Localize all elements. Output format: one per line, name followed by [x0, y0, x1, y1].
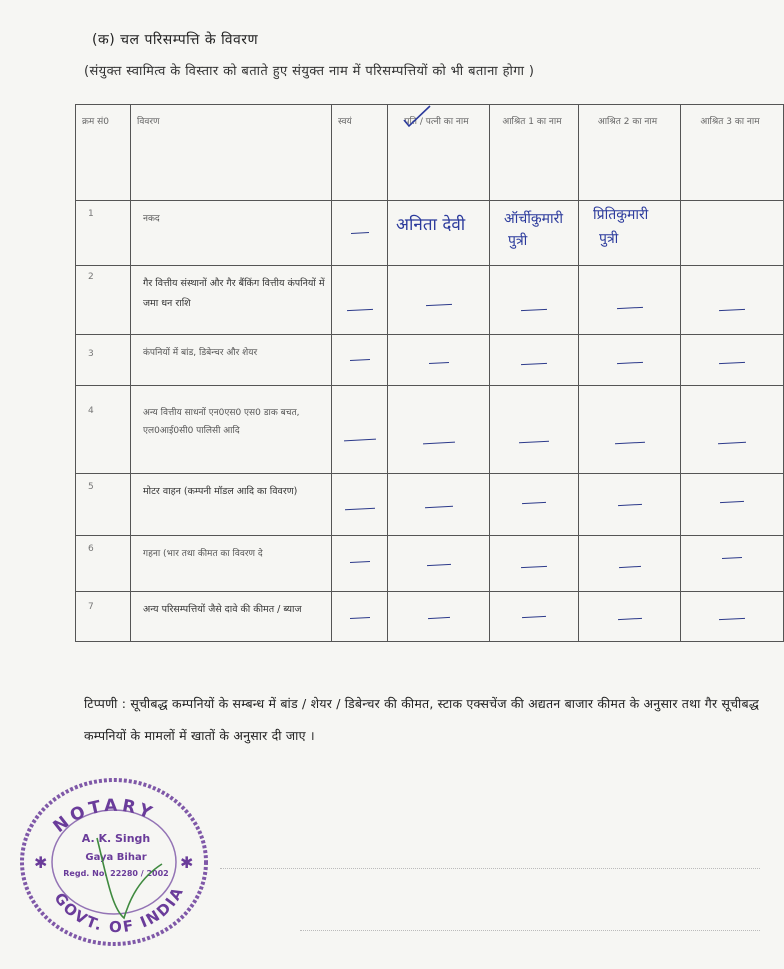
row-description: नकद [143, 214, 160, 224]
empty-dash [521, 308, 547, 310]
empty-dash [346, 308, 372, 310]
seal-top-text: NOTARY [49, 795, 159, 838]
empty-dash [617, 503, 641, 505]
dotted-line [220, 868, 760, 869]
empty-dash [349, 359, 369, 361]
notary-seal [12, 768, 217, 950]
empty-dash [425, 304, 451, 306]
empty-dash [720, 501, 744, 503]
dotted-line [300, 930, 760, 931]
empty-dash [426, 563, 450, 565]
empty-dash [522, 502, 546, 504]
empty-dash [344, 508, 374, 511]
table-row [76, 386, 784, 474]
empty-dash [719, 308, 745, 310]
star-icon: ✱ [34, 853, 48, 872]
empty-dash [614, 442, 644, 445]
empty-dash [349, 561, 369, 563]
row-description: अन्य वित्तीय साधनों एन0एस0 एस0 डाक बचत, एल0आई0सी0 पालिसी आदि [143, 408, 300, 436]
empty-dash [521, 566, 547, 568]
table-row [76, 201, 784, 266]
svg-text:NOTARY [50, 796, 159, 837]
empty-dash [617, 618, 641, 620]
table-row [76, 592, 784, 642]
header-self: स्वयं [332, 105, 388, 201]
handwritten-dependent-2-relation: पुत्री [599, 231, 619, 247]
seal-place: Gaya Bihar [85, 852, 147, 863]
row-description: गहना (भार तथा कीमत का विवरण दे [143, 549, 263, 559]
empty-dash [428, 362, 448, 364]
header-description: विवरण [131, 105, 332, 201]
footnote-text: टिप्पणी : सूचीबद्ध कम्पनियों के सम्बन्ध में बांड / शेयर / डिबेन्चर की कीमत, स्टाक एक्सचेंज की अद्यतन बाजार कीमत के अनुसार तथा गैर सूचीबद्ध कम्पनियों के मामलों में खातों के अनुसार दी जाए । [84, 696, 760, 743]
table-row [76, 335, 784, 386]
row-number: 2 [88, 272, 94, 282]
table-row [76, 474, 784, 536]
signature-scribble-icon [97, 838, 162, 918]
seal-registration: Regd. No. 22280 / 2002 [63, 869, 169, 878]
row-description: मोटर वाहन (कम्पनी मॉडल आदि का विवरण) [143, 486, 298, 497]
empty-dash [616, 307, 642, 309]
star-icon: ✱ [180, 853, 194, 872]
empty-dash [719, 618, 745, 620]
empty-dash [521, 363, 547, 365]
row-number: 3 [88, 349, 94, 359]
row-description: गैर वित्तीय संस्थानों और गैर बैंकिंग वित्तीय कंपनियों में जमा धन राशि [143, 278, 325, 309]
row-number: 7 [88, 602, 94, 612]
empty-dash [616, 362, 642, 364]
empty-dash [522, 616, 546, 618]
empty-dash [424, 506, 452, 508]
header-slno: क्रम सं0 [76, 105, 131, 201]
empty-dash [350, 232, 368, 234]
header-dependent-1: आश्रित 1 का नाम [490, 105, 579, 201]
handwritten-dependent-1-relation: पुत्री [508, 233, 528, 249]
empty-dash [343, 439, 375, 442]
empty-dash [618, 566, 640, 568]
empty-dash [719, 362, 745, 364]
row-number: 6 [88, 544, 94, 554]
section-heading: (क) चल परिसम्पत्ति के विवरण [92, 32, 259, 48]
header-dependent-2: आश्रित 2 का नाम [579, 105, 681, 201]
handwritten-dependent-2-name: प्रितिकुमारी [593, 207, 649, 223]
row-number: 4 [88, 406, 94, 416]
seal-name: A. K. Singh [81, 832, 151, 845]
empty-dash [427, 617, 449, 619]
seal-bottom-text: GOVT. OF INDIA [50, 883, 188, 937]
row-description: कंपनियों में बांड, डिबेन्चर और शेयर [143, 348, 258, 358]
empty-dash [422, 442, 454, 445]
empty-dash [519, 440, 549, 443]
row-number: 5 [88, 482, 94, 492]
movable-assets-table [75, 104, 784, 642]
table-row [76, 536, 784, 592]
section-subnote: (संयुक्त स्वामित्व के विस्तार को बताते हुए संयुक्त नाम में परिसम्पत्तियों को भी बताना होगा ) [84, 64, 535, 79]
handwritten-dependent-1-name: ऑर्चीकुमारी [504, 211, 563, 227]
header-dependent-3: आश्रित 3 का नाम [681, 105, 784, 201]
row-number: 1 [88, 209, 94, 219]
header-spouse: पति / पत्नी का नाम [388, 105, 490, 201]
empty-dash [349, 617, 369, 619]
empty-dash [718, 442, 746, 444]
table-row [76, 266, 784, 335]
row-description: अन्य परिसम्पत्तियों जैसे दावे की कीमत / ब्याज [143, 604, 302, 615]
checkmark-icon [402, 104, 432, 128]
empty-dash [722, 557, 742, 559]
handwritten-spouse-name: अनिता देवी [396, 215, 466, 235]
